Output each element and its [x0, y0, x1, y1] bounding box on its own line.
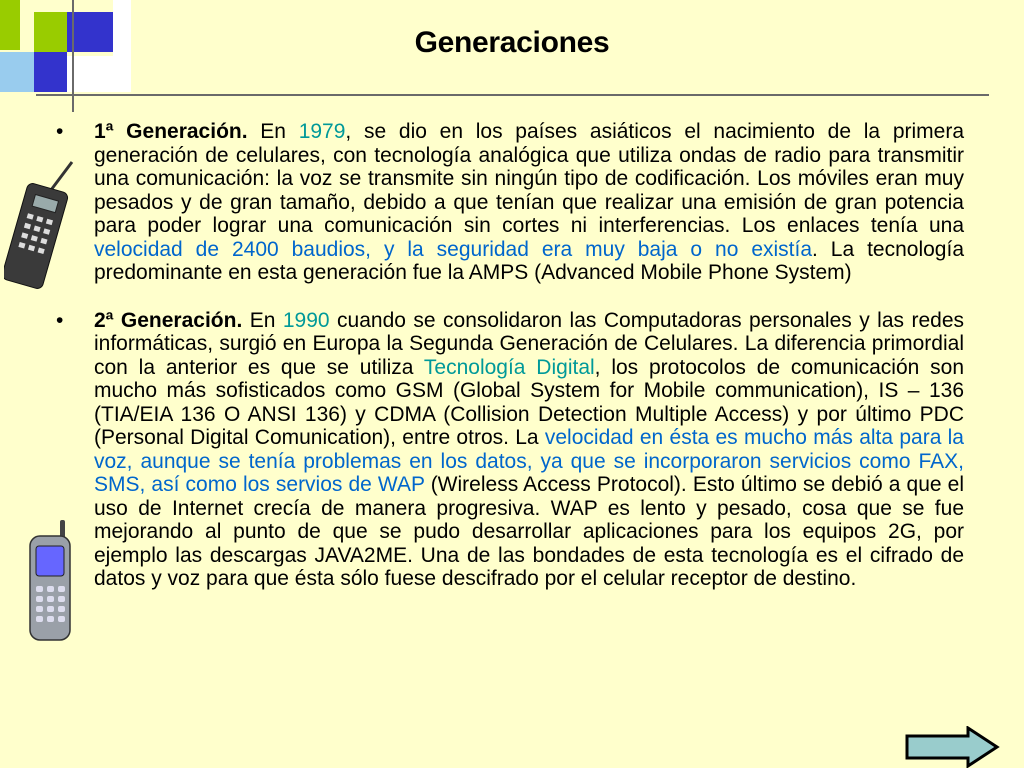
gen1-heading: 1ª Generación.: [94, 120, 248, 143]
slide-content: [56, 120, 964, 591]
gen1-year: 1979: [298, 120, 346, 143]
next-slide-button[interactable]: [904, 726, 1000, 768]
gen1-highlight: velocidad de 2400 baudios, y la seguridad era muy baja o no existía: [94, 237, 813, 261]
gen1-paragraph: [56, 120, 964, 285]
bullet: •: [56, 308, 64, 332]
header-decoration-block: [67, 56, 131, 92]
gen2-heading: 2ª Generación.: [94, 308, 243, 332]
header-horizontal-rule: [36, 94, 989, 96]
gen2-text: En: [242, 308, 283, 332]
gen1-text: En: [247, 120, 299, 143]
gen2-highlight-speed: velocidad en ésta es mucho más alta para la voz, aunque se tenía problemas en los datos, ya que se incorporaron servicios como FAX, SMS, así como los servios de WAP: [94, 426, 964, 496]
slide-title: Generaciones: [414, 26, 610, 59]
right-arrow-icon: [907, 728, 997, 766]
gen2-paragraph: [56, 309, 964, 591]
bullet: •: [56, 120, 64, 143]
gen2-text: , los protocolos de comunicación son mucho más sofisticados como GSM (Global System for Mobile communication), IS – 136 (TIA/EIA 136 O ANSI 136) y CDMA (Collision Detection Multiple Access) y por último PDC (Personal Digital Comunication), entre otros. La: [94, 355, 964, 449]
gen2-text: (Wireless Access Protocol). Esto último se debió a que el uso de Internet crecía de manera progresiva. WAP es lento y pesado, cosa que se fue mejorando al punto de que se pudo desarrollar aplicaciones para los equipos 2G, por ejemplo las descargas JAVA2ME. Una de las bondades de esta tecnología es el cifrado de datos y voz para que ésta sólo fuese descifrado por el celular receptor de destino.: [94, 473, 964, 590]
gen2-year: 1990: [282, 308, 330, 332]
gen1-text: , se dio en los países asiáticos el nacimiento de la primera generación de celulares, con tecnología analógica que utiliza ondas de radio para transmitir una comunicación: la voz se transmite sin ningún tipo de codificación. Los móviles eran muy pesados y de gran tamaño, debido a que tenían que realizar una emisión de gran potencia para poder lograr una comunicación sin cortes ni interferencias. Los enlaces tenía una: [94, 120, 964, 237]
gen2-text: cuando se consolidaron las Computadoras personales y las redes informáticas, surgió en Europa la Segunda Generación de Celulares. La diferencia primordial con la anterior es que se utiliza: [94, 308, 964, 379]
gen1-text: . La tecnología predominante en esta generación fue la AMPS (Advanced Mobile Phone System): [94, 237, 964, 284]
gen2-highlight-digital: Tecnología Digital: [423, 355, 595, 379]
